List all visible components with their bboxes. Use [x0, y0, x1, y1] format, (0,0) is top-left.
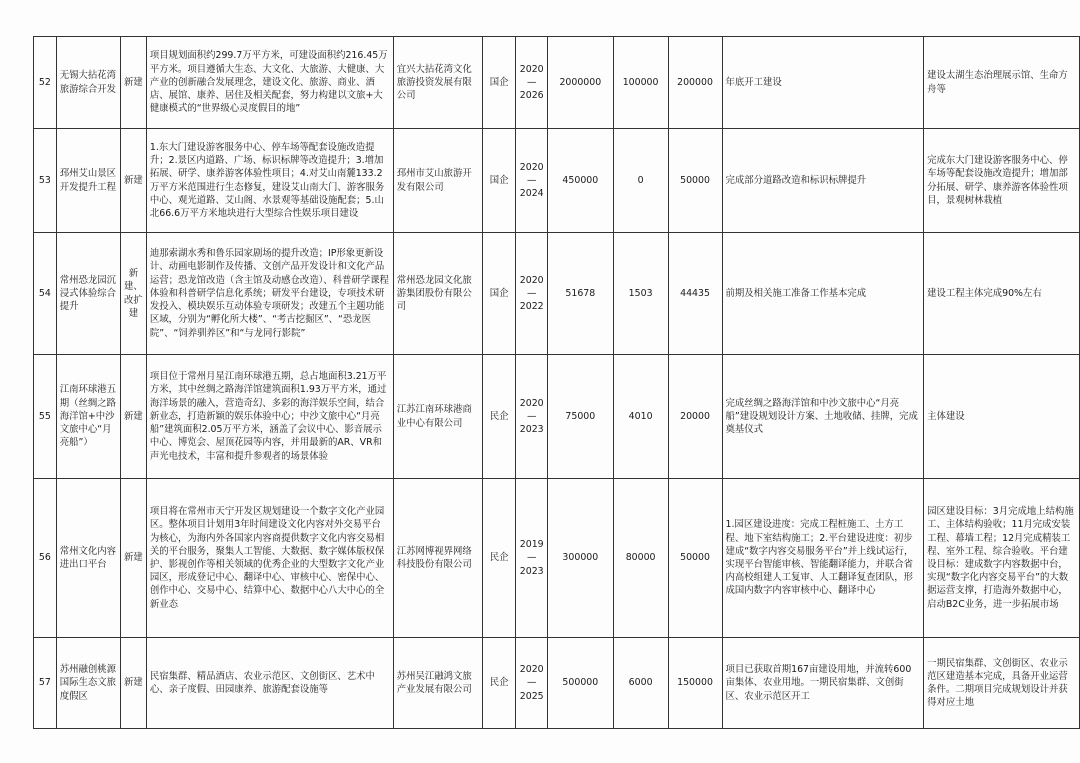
- project-owner: 江苏江南环球港商业中心有限公司: [393, 355, 482, 479]
- total-investment: 75000: [548, 355, 614, 479]
- period-end: 2024: [519, 188, 544, 200]
- construction-type: 新建: [120, 355, 146, 479]
- current-progress: 年底开工建设: [722, 37, 924, 129]
- row-index: 56: [34, 479, 57, 638]
- owner-nature: 国企: [482, 233, 516, 355]
- project-name: 苏州融创桃源国际生态文旅度假区: [56, 638, 120, 729]
- row-index: 54: [34, 233, 57, 355]
- table-row: [34, 638, 1080, 729]
- total-investment: 450000: [548, 129, 614, 233]
- construction-period: [516, 37, 548, 129]
- construction-type: 新建: [120, 37, 146, 129]
- period-start: 2019: [519, 539, 544, 551]
- period-start: 2020: [519, 397, 544, 409]
- annual-plan-investment: 44435: [668, 233, 722, 355]
- owner-nature: 国企: [482, 129, 516, 233]
- construction-type: 新建: [120, 638, 146, 729]
- completed-investment: 100000: [613, 37, 668, 129]
- construction-content: 项目位于常州月星江南环球港五期，总占地面积3.21万平方米，其中丝绸之路海洋馆建筑面积1.93万平方米，通过海洋场景的融入，营造奇幻、多彩的海洋娱乐空间，结合新业态，打造新颖的娱乐体验中心；中沙文旅中心“月亮船”建筑面积2.05万平方米，涵盖了会议中心、影音展示中心、博览会、屋顶花园等内容，并用最新的AR、VR和声光电技术，丰富和提升参观者的场景体验: [146, 355, 393, 479]
- project-name: 常州恐龙园沉浸式体验综合提升: [56, 233, 120, 355]
- period-separator: —: [527, 174, 537, 186]
- annual-goal: 完成东大门建设游客服务中心、停车场等配套设施改造提升；增加部分拓展、研学、康养游客体验性项目，景观树林栽植: [924, 129, 1080, 233]
- table-row: [34, 37, 1080, 129]
- row-index: 57: [34, 638, 57, 729]
- project-name: 常州文化内容进出口平台: [56, 479, 120, 638]
- completed-investment: 0: [613, 129, 668, 233]
- period-separator: —: [527, 410, 537, 422]
- period-end: 2026: [519, 90, 544, 102]
- current-progress: 完成丝绸之路海洋馆和中沙文旅中心“月亮船”建设规划设计方案、土地收储、挂牌，完成奠基仪式: [722, 355, 924, 479]
- annual-goal: 园区建设目标：3月完成地上结构施工、主体结构验收；11月完成安装工程、幕墙工程；12月完成精装工程、室外工程、综合验收。平台建设目标：建成数字内容数据中台，实现“数字化内容交易平台”的大数据运营支撑，打造海外数据中心，启动B2C业务，进一步拓展市场: [924, 479, 1080, 638]
- construction-content: 项目规划面积约299.7万平方米，可建设面积约216.45万平方米。项目遵循大生态、大文化、大旅游、大健康、大产业的创新融合发展理念，建设文化、旅游、商业、酒店、展馆、康养、居住及相关配套，努力构建以文旅+大健康模式的“世界级心灵度假目的地”: [146, 37, 393, 129]
- project-table: [33, 36, 1080, 729]
- period-separator: —: [527, 552, 537, 564]
- construction-content: 迪那索湖水秀和鲁乐园家剧场的提升改造；IP形象更新设计、动画电影制作及传播、文创产品开发设计和文化产品运营；恐龙馆改造（含主馆及动感仓改造）、科普研学课程体验和科普研学信息化系统；研发平台建设，专项技术研发投入、模块娱乐互动体验专项研发；改建五个主题功能区域，分别为“孵化所大楼”、“考古挖掘区”、“恐龙医院”、“饲养驯养区”和“与龙同行影院”: [146, 233, 393, 355]
- annual-plan-investment: 50000: [668, 129, 722, 233]
- project-owner: 邳州市艾山旅游开发有限公司: [393, 129, 482, 233]
- total-investment: 500000: [548, 638, 614, 729]
- construction-content: 项目将在常州市天宁开发区规划建设一个数字文化产业园区。整体项目计划用3年时间建设文化内容对外交易平台为核心，为海内外各国家内容商提供数字文化内容交易相关的平台服务，聚集人工智能、大数据、数字媒体版权保护、影视创作等相关领域的优秀企业的大型数字文化产业园区，形成登记中心、翻译中心、审核中心、密保中心、创作中心、交易中心、结算中心、数据中心八大中心的全新业态: [146, 479, 393, 638]
- project-name: 无锡大拈花湾旅游综合开发: [56, 37, 120, 129]
- table-body: [34, 37, 1080, 729]
- row-index: 53: [34, 129, 57, 233]
- completed-investment: 80000: [613, 479, 668, 638]
- completed-investment: 6000: [613, 638, 668, 729]
- construction-period: [516, 129, 548, 233]
- owner-nature: 民企: [482, 638, 516, 729]
- table-row: [34, 233, 1080, 355]
- construction-content: 民宿集群、精品酒店、农业示范区、文创街区、艺术中心、亲子度假、田园康养、旅游配套设施等: [146, 638, 393, 729]
- annual-goal: 建设工程主体完成90%左右: [924, 233, 1080, 355]
- period-start: 2020: [519, 274, 544, 286]
- current-progress: 完成部分道路改造和标识标牌提升: [722, 129, 924, 233]
- annual-goal: 主体建设: [924, 355, 1080, 479]
- project-owner: 宜兴大拈花湾文化旅游投资发展有限公司: [393, 37, 482, 129]
- annual-plan-investment: 150000: [668, 638, 722, 729]
- period-end: 2023: [519, 424, 544, 436]
- period-start: 2020: [519, 664, 544, 676]
- total-investment: 51678: [548, 233, 614, 355]
- current-progress: 项目已获取首期167亩建设用地，并流转600亩集体、农业用地。一期民宿集群、文创街区、农业示范区开工: [722, 638, 924, 729]
- annual-plan-investment: 200000: [668, 37, 722, 129]
- period-end: 2025: [519, 690, 544, 702]
- table-row: [34, 355, 1080, 479]
- period-separator: —: [527, 287, 537, 299]
- annual-goal: 建设太湖生态治理展示馆、生命方舟等: [924, 37, 1080, 129]
- total-investment: 2000000: [548, 37, 614, 129]
- construction-type: 新建: [120, 479, 146, 638]
- period-start: 2020: [519, 161, 544, 173]
- row-index: 52: [34, 37, 57, 129]
- current-progress: 前期及相关施工准备工作基本完成: [722, 233, 924, 355]
- project-name: 江南环球港五期（丝绸之路海洋馆+中沙文旅中心“月亮船”）: [56, 355, 120, 479]
- project-name: 邳州艾山景区开发提升工程: [56, 129, 120, 233]
- period-end: 2023: [519, 565, 544, 577]
- construction-period: [516, 638, 548, 729]
- total-investment: 300000: [548, 479, 614, 638]
- table-row: [34, 129, 1080, 233]
- period-separator: —: [527, 76, 537, 88]
- period-separator: —: [527, 677, 537, 689]
- completed-investment: 4010: [613, 355, 668, 479]
- project-owner: 苏州吴江融鸿文旅产业发展有限公司: [393, 638, 482, 729]
- table-row: [34, 479, 1080, 638]
- construction-period: [516, 355, 548, 479]
- construction-type: 新建: [120, 129, 146, 233]
- annual-goal: 一期民宿集群、文创街区、农业示范区建造基本完成，具备开业运营条件。二期项目完成规划设计并获得对应土地: [924, 638, 1080, 729]
- completed-investment: 1503: [613, 233, 668, 355]
- annual-plan-investment: 20000: [668, 355, 722, 479]
- project-owner: 常州恐龙园文化旅游集团股份有限公司: [393, 233, 482, 355]
- construction-content: 1.东大门建设游客服务中心、停车场等配套设施改造提升；2.景区内道路、广场、标识标牌等改造提升；3.增加拓展、研学、康养游客体验性项目；4.对艾山南麓133.2万平方米范围进行生态修复，建设艾山南大门、游客服务中心、观光道路、艾山阁、水景观等基础设施配套；5.山北66.6万平方米地块进行大型综合性娱乐项目建设: [146, 129, 393, 233]
- owner-nature: 民企: [482, 479, 516, 638]
- project-owner: 江苏网博视界网络科技股份有限公司: [393, 479, 482, 638]
- construction-period: [516, 233, 548, 355]
- annual-plan-investment: 50000: [668, 479, 722, 638]
- period-end: 2022: [519, 301, 544, 313]
- current-progress: 1.园区建设进度：完成工程桩施工、土方工程、地下室结构施工；2.平台建设进度：初步建成“数字内容交易服务平台”并上线试运行，实现平台智能审核、智能翻译能力，并联合省内高校组建人工复审、人工翻译复查团队，形成国内数字内容审核中心、翻译中心: [722, 479, 924, 638]
- period-start: 2020: [519, 63, 544, 75]
- owner-nature: 民企: [482, 355, 516, 479]
- row-index: 55: [34, 355, 57, 479]
- construction-type: 新建、改扩建: [120, 233, 146, 355]
- owner-nature: 国企: [482, 37, 516, 129]
- construction-period: [516, 479, 548, 638]
